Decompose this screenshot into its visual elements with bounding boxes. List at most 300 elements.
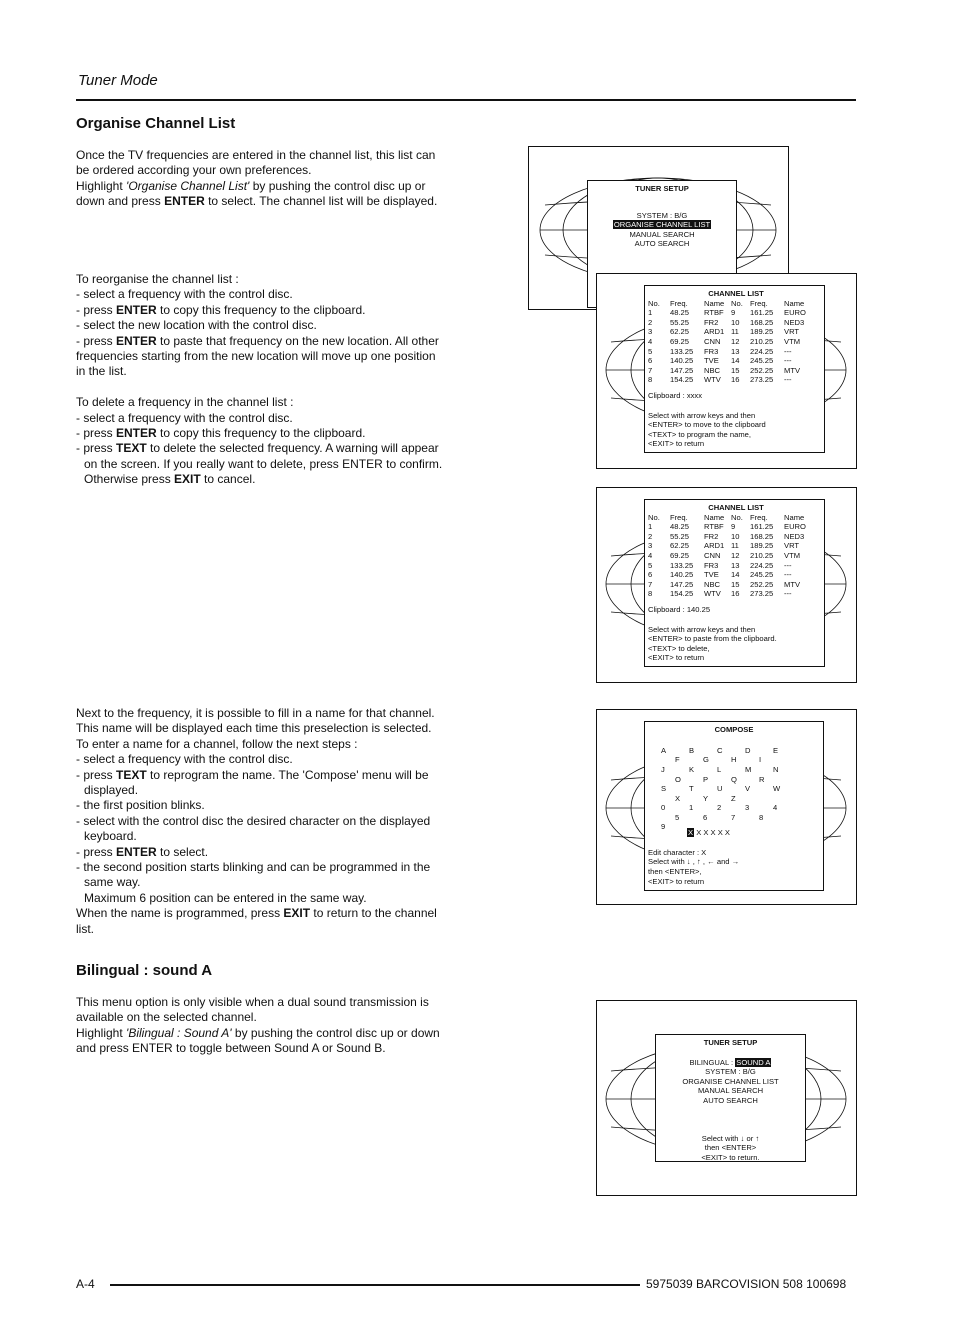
- key: ENTER: [116, 333, 157, 348]
- table-cell: ARD1: [704, 541, 725, 551]
- keyboard-key[interactable]: M: [745, 765, 752, 774]
- table-cell: VRT: [784, 327, 800, 337]
- table-row[interactable]: [648, 589, 824, 599]
- table-cell: 4: [648, 336, 653, 346]
- table-cell: 168.25: [750, 531, 774, 541]
- table-row[interactable]: [648, 551, 824, 561]
- key: TEXT: [116, 441, 147, 456]
- table-cell: 147.25: [670, 365, 694, 375]
- text-line: in the list.: [76, 364, 127, 379]
- table-row[interactable]: [648, 318, 824, 328]
- table-cell: 252.25: [750, 579, 774, 589]
- keyboard-key[interactable]: W: [773, 784, 781, 793]
- menu-title: TUNER SETUP: [703, 1038, 758, 1047]
- document-id: 5975039 BARCOVISION 508 100698: [646, 1277, 847, 1291]
- col-header: Freq.: [670, 512, 688, 522]
- table-cell: 55.25: [670, 531, 690, 541]
- keyboard-key[interactable]: O: [675, 775, 681, 784]
- key: EXIT: [174, 472, 201, 487]
- table-cell: EURO: [784, 308, 806, 318]
- text-line: [76, 334, 456, 349]
- table-row[interactable]: [648, 366, 824, 376]
- table-cell: 154.25: [670, 589, 694, 599]
- key: EXIT: [283, 906, 311, 921]
- table-cell: 11: [731, 327, 739, 337]
- col-header: No.: [731, 512, 743, 522]
- name-cursor: X: [688, 828, 694, 837]
- table-cell: FR2: [704, 317, 719, 327]
- menu-item-system[interactable]: SYSTEM : B/G: [636, 210, 688, 220]
- keyboard-key[interactable]: L: [717, 765, 722, 774]
- menu-title: CHANNEL LIST: [708, 289, 764, 298]
- text: to copy this frequency to the clipboard.: [156, 426, 366, 441]
- help-line: <EXIT> to return: [648, 439, 705, 449]
- table-cell: 8: [648, 375, 653, 385]
- text-line: [76, 845, 456, 860]
- text: to cancel.: [200, 472, 256, 487]
- table-cell: NED3: [784, 317, 805, 327]
- table-cell: 147.25: [670, 579, 694, 589]
- text: Otherwise press: [84, 472, 175, 487]
- keyboard-key[interactable]: 9: [661, 822, 666, 831]
- text: to reprogram the name. The 'Compose' menu will be: [146, 767, 429, 782]
- help-line: Select with arrow keys and then: [648, 624, 756, 634]
- col-header: Freq.: [670, 298, 688, 308]
- table-cell: 154.25: [670, 375, 694, 385]
- edit-character-label: Edit character : X: [648, 848, 707, 857]
- header-rule: [76, 99, 856, 101]
- table-cell: MTV: [784, 579, 801, 589]
- table-cell: 13: [731, 560, 740, 570]
- keyboard-key[interactable]: Z: [731, 794, 736, 803]
- table-row[interactable]: [648, 327, 824, 337]
- table-cell: NBC: [704, 365, 721, 375]
- text-line: available on the selected channel.: [76, 1010, 257, 1025]
- compose-instructions: [76, 706, 456, 937]
- help-line: <TEXT> to delete,: [648, 643, 710, 653]
- col-header: No.: [648, 298, 660, 308]
- col-header: No.: [648, 512, 660, 522]
- exit-to-return: <EXIT> to return: [648, 877, 705, 886]
- text: to paste that frequency on the new location. All other: [156, 333, 439, 348]
- text: down and press: [76, 194, 165, 209]
- col-header: Freq.: [750, 512, 768, 522]
- keyboard-key[interactable]: Y: [703, 794, 709, 803]
- table-cell: 1: [648, 522, 653, 532]
- text-line: list.: [76, 921, 94, 936]
- table-cell: CNN: [704, 550, 721, 560]
- bilingual-instructions: [76, 995, 456, 1057]
- table-cell: FR3: [704, 346, 719, 356]
- keyboard-key[interactable]: 2: [717, 803, 722, 812]
- table-cell: 16: [731, 589, 740, 599]
- table-cell: 168.25: [750, 317, 774, 327]
- table-cell: 2: [648, 317, 653, 327]
- text-line: - the first position blinks.: [76, 798, 205, 813]
- table-cell: FR3: [704, 560, 719, 570]
- text-line: Maximum 6 position can be entered in the same way.: [84, 890, 367, 905]
- text-line: - select a frequency with the control disc.: [76, 410, 293, 425]
- table-cell: 161.25: [750, 308, 774, 318]
- keyboard-key[interactable]: 0: [661, 803, 666, 812]
- text-line: - select a frequency with the control disc.: [76, 752, 293, 767]
- text-line: and press ENTER to toggle between Sound A or Sound B.: [76, 1041, 386, 1056]
- arrow-down-icon: ↓: [740, 1133, 745, 1143]
- keyboard-key[interactable]: F: [675, 755, 680, 764]
- table-cell: 140.25: [670, 570, 694, 580]
- table-cell: 3: [648, 541, 653, 551]
- text: to return to the channel: [310, 906, 437, 921]
- text: by pushing the control disc up or: [249, 178, 426, 193]
- text-line: [76, 179, 456, 194]
- tv-screen-tuner-setup-bilingual: [596, 1000, 857, 1196]
- text: to select.: [156, 844, 209, 859]
- table-cell: 69.25: [670, 336, 690, 346]
- table-cell: 2: [648, 531, 653, 541]
- table-row[interactable]: [648, 375, 824, 385]
- menu-item-label: BILINGUAL :: [689, 1057, 734, 1067]
- arrow-left-icon: ←: [707, 857, 715, 866]
- keyboard-key[interactable]: G: [703, 755, 709, 764]
- table-cell: 55.25: [670, 317, 690, 327]
- keyboard-key[interactable]: 4: [773, 803, 778, 812]
- text-line: To enter a name for a channel, follow the next steps :: [76, 736, 358, 751]
- table-cell: 12: [731, 550, 740, 560]
- organise-intro: [76, 148, 456, 210]
- table-row[interactable]: [648, 580, 824, 590]
- channel-list-menu-2: [644, 499, 825, 667]
- text: - press: [76, 767, 117, 782]
- table-cell: 210.25: [750, 336, 774, 346]
- name-rest: X X X X X: [696, 828, 730, 837]
- table-cell: 69.25: [670, 550, 690, 560]
- then-enter: then <ENTER>,: [648, 867, 702, 876]
- text-line: To delete a frequency in the channel list :: [76, 395, 294, 410]
- help-line: <ENTER> to move to the clipboard: [648, 420, 766, 430]
- table-cell: 5: [648, 560, 653, 570]
- tv-screen-channel-list-move: [596, 273, 857, 469]
- tuner-setup-menu-bilingual: [655, 1034, 806, 1162]
- menu-item-manual[interactable]: MANUAL SEARCH: [629, 229, 695, 239]
- table-cell: 140.25: [670, 356, 694, 366]
- text-line: keyboard.: [84, 829, 137, 844]
- table-row[interactable]: [648, 570, 824, 580]
- table-cell: ---: [784, 356, 792, 366]
- text-line: [76, 194, 456, 209]
- table-row[interactable]: [648, 541, 824, 551]
- channel-rows: [648, 522, 824, 599]
- keyboard-key[interactable]: E: [773, 746, 779, 755]
- text-line: - the second position starts blinking and can be programmed in the: [76, 860, 431, 875]
- table-cell: 3: [648, 327, 653, 337]
- text: to delete the selected frequency. A warning will appear: [146, 441, 439, 456]
- menu-item-system[interactable]: SYSTEM : B/G: [705, 1067, 756, 1077]
- table-cell: 9: [731, 308, 736, 318]
- text: Select with: [648, 857, 685, 866]
- table-cell: MTV: [784, 365, 801, 375]
- menu-item-organise[interactable]: ORGANISE CHANNEL LIST: [682, 1076, 779, 1086]
- table-cell: 5: [648, 346, 653, 356]
- text-line: [76, 1026, 456, 1041]
- table-cell: TVE: [704, 570, 719, 580]
- text: - press: [76, 426, 117, 441]
- menu-item-organise[interactable]: [588, 220, 736, 230]
- table-cell: VTM: [784, 336, 801, 346]
- table-cell: 12: [731, 336, 740, 346]
- table-cell: ---: [784, 375, 792, 385]
- keyboard-key[interactable]: V: [745, 784, 751, 793]
- help-line: <ENTER> to paste from the clipboard.: [648, 634, 777, 644]
- table-cell: ---: [784, 589, 792, 599]
- key: ENTER: [116, 844, 157, 859]
- text-line: [76, 768, 456, 783]
- keyboard-key[interactable]: C: [717, 746, 723, 755]
- text: Select with: [701, 1133, 739, 1143]
- col-header: Freq.: [750, 298, 768, 308]
- keyboard-key[interactable]: Q: [731, 775, 737, 784]
- text: - press: [76, 302, 117, 317]
- table-cell: 8: [648, 589, 653, 599]
- table-cell: 14: [731, 356, 740, 366]
- table-row[interactable]: [648, 561, 824, 571]
- col-header: Name: [704, 298, 725, 308]
- text-line: [76, 906, 456, 921]
- emph: 'Bilingual : Sound A': [126, 1025, 232, 1040]
- keyboard-key[interactable]: 5: [675, 813, 680, 822]
- help-line: <TEXT> to program the name,: [648, 429, 751, 439]
- key: TEXT: [116, 767, 147, 782]
- table-cell: 14: [731, 570, 740, 580]
- arrow-up-icon: ↑: [697, 857, 701, 866]
- text: - press: [76, 844, 117, 859]
- arrow-down-icon: ↓: [686, 857, 691, 866]
- table-cell: 9: [731, 522, 736, 532]
- tv-screen-channel-list-paste: [596, 487, 857, 683]
- menu-title: COMPOSE: [714, 725, 754, 734]
- col-header: No.: [731, 298, 743, 308]
- channel-list-menu-1: [644, 285, 825, 453]
- table-cell: 6: [648, 356, 653, 366]
- text-line: - select a frequency with the control disc.: [76, 287, 293, 302]
- table-cell: 10: [731, 531, 740, 541]
- table-cell: 48.25: [670, 308, 690, 318]
- text: - press: [76, 441, 117, 456]
- table-cell: 189.25: [750, 327, 774, 337]
- table-cell: 273.25: [750, 589, 774, 599]
- emph: 'Organise Channel List': [126, 178, 250, 193]
- menu-item-label: ORGANISE CHANNEL LIST: [613, 220, 711, 230]
- help-line: Select with arrow keys and then: [648, 410, 756, 420]
- keyboard-key[interactable]: U: [717, 784, 723, 793]
- keyboard-key[interactable]: T: [689, 784, 694, 793]
- text-line: This name will be displayed each time this preselection is selected.: [76, 721, 432, 736]
- keyboard-key[interactable]: K: [689, 765, 695, 774]
- table-cell: WTV: [704, 375, 721, 385]
- text-line: displayed.: [84, 783, 139, 798]
- table-cell: NED3: [784, 531, 805, 541]
- table-cell: 48.25: [670, 522, 690, 532]
- table-row[interactable]: [648, 356, 824, 366]
- text: Highlight: [76, 178, 127, 193]
- compose-menu: [644, 721, 824, 891]
- keyboard-key[interactable]: 7: [731, 813, 736, 822]
- table-row[interactable]: [648, 337, 824, 347]
- arrow-right-icon: →: [731, 857, 740, 866]
- keyboard-key[interactable]: D: [745, 746, 751, 755]
- table-cell: 16: [731, 375, 740, 385]
- table-cell: NBC: [704, 579, 721, 589]
- menu-title: TUNER SETUP: [635, 184, 689, 193]
- table-cell: 273.25: [750, 375, 774, 385]
- keyboard-key[interactable]: R: [759, 775, 765, 784]
- text: - press: [76, 333, 117, 348]
- text-line: - select with the control disc the desired character on the displayed: [76, 813, 431, 828]
- table-cell: 210.25: [750, 550, 774, 560]
- then-enter: then <ENTER>: [704, 1143, 757, 1153]
- text-line: This menu option is only visible when a dual sound transmission is: [76, 995, 429, 1009]
- table-cell: 7: [648, 365, 653, 375]
- keyboard-key[interactable]: I: [759, 755, 762, 764]
- help-text: [648, 625, 824, 663]
- text: to copy this frequency to the clipboard.: [156, 302, 366, 317]
- table-cell: ---: [784, 570, 792, 580]
- text-line: To reorganise the channel list :: [76, 272, 239, 286]
- table-cell: 62.25: [670, 327, 690, 337]
- table-cell: 13: [731, 346, 740, 356]
- table-cell: 252.25: [750, 365, 774, 375]
- text-line: Once the TV frequencies are entered in the channel list, this list can: [76, 148, 436, 162]
- text-line: [76, 303, 456, 318]
- table-cell: 1: [648, 308, 653, 318]
- text-line: [76, 441, 456, 456]
- table-cell: 161.25: [750, 522, 774, 532]
- arrow-up-icon: ↑: [755, 1133, 760, 1143]
- table-row[interactable]: [648, 347, 824, 357]
- keyboard-key[interactable]: B: [689, 746, 695, 755]
- running-header: Tuner Mode: [78, 72, 158, 89]
- table-cell: 11: [731, 541, 739, 551]
- keyboard-key[interactable]: 6: [703, 813, 708, 822]
- section-title-bilingual: Bilingual : sound A: [76, 962, 213, 979]
- text: Highlight: [76, 1025, 127, 1040]
- table-cell: 62.25: [670, 541, 690, 551]
- spacer: [76, 380, 456, 395]
- table-cell: 4: [648, 550, 653, 560]
- table-cell: VTM: [784, 550, 801, 560]
- table-header: [648, 299, 824, 309]
- select-with-line: Select with ↓ , ↑ , ← and →: [648, 857, 740, 866]
- table-cell: 224.25: [750, 346, 774, 356]
- table-cell: WTV: [704, 589, 721, 599]
- text-line: - select the new location with the control disc.: [76, 318, 317, 333]
- text: to select. The channel list will be displayed.: [204, 194, 438, 209]
- table-cell: 245.25: [750, 356, 774, 366]
- table-cell: 15: [731, 365, 740, 375]
- clipboard-status: Clipboard : xxxx: [648, 390, 703, 400]
- table-cell: RTBF: [704, 522, 724, 532]
- tv-screen-compose: [596, 709, 857, 905]
- table-cell: 133.25: [670, 560, 694, 570]
- channel-rows: [648, 308, 824, 385]
- text-line: [76, 472, 456, 487]
- keyboard-key[interactable]: P: [703, 775, 709, 784]
- table-cell: TVE: [704, 356, 719, 366]
- keyboard-key[interactable]: A: [661, 746, 667, 755]
- table-header: [648, 513, 824, 523]
- exit-to-return: <EXIT> to return.: [701, 1152, 760, 1162]
- keyboard-key[interactable]: X: [675, 794, 681, 803]
- text-line: Next to the frequency, it is possible to fill in a name for that channel.: [76, 706, 435, 720]
- menu-item-auto[interactable]: AUTO SEARCH: [634, 239, 690, 249]
- col-header: Name: [784, 298, 805, 308]
- table-cell: EURO: [784, 522, 806, 532]
- keyboard-key[interactable]: 1: [689, 803, 694, 812]
- text-line: frequencies starting from the new location will move up one position: [76, 349, 436, 364]
- text-line: be ordered according your own preferences.: [76, 163, 312, 178]
- table-cell: 133.25: [670, 346, 694, 356]
- table-cell: FR2: [704, 531, 719, 541]
- text: When the name is programmed, press: [76, 906, 284, 921]
- table-cell: 6: [648, 570, 653, 580]
- key: ENTER: [116, 426, 157, 441]
- table-cell: ARD1: [704, 327, 725, 337]
- name-field[interactable]: [687, 828, 730, 838]
- table-cell: 7: [648, 579, 653, 589]
- help-text: [648, 411, 824, 449]
- section-title-organise: Organise Channel List: [76, 115, 236, 132]
- page-number: A-4: [76, 1277, 95, 1291]
- menu-item-auto[interactable]: AUTO SEARCH: [703, 1095, 758, 1105]
- footer-rule: [110, 1284, 640, 1286]
- table-cell: ---: [784, 346, 792, 356]
- table-row[interactable]: [648, 532, 824, 542]
- menu-item-manual[interactable]: MANUAL SEARCH: [697, 1086, 764, 1096]
- select-with-line: [656, 1134, 805, 1144]
- table-cell: 15: [731, 579, 740, 589]
- reorganise-instructions: [76, 272, 456, 488]
- col-header: Name: [784, 512, 805, 522]
- text-line: on the screen. If you really want to delete, press ENTER to confirm.: [84, 456, 443, 471]
- table-cell: RTBF: [704, 308, 724, 318]
- key: ENTER: [116, 302, 157, 317]
- table-cell: VRT: [784, 541, 800, 551]
- table-cell: 245.25: [750, 570, 774, 580]
- keyboard-key[interactable]: H: [731, 755, 737, 764]
- bilingual-value: SOUND A: [736, 1057, 771, 1067]
- keyboard-key[interactable]: N: [773, 765, 779, 774]
- clipboard-status: Clipboard : 140.25: [648, 604, 711, 614]
- keyboard-key[interactable]: J: [661, 765, 665, 774]
- key: ENTER: [164, 194, 205, 209]
- text: or: [746, 1133, 754, 1143]
- menu-item-bilingual[interactable]: [656, 1058, 805, 1068]
- table-cell: CNN: [704, 336, 721, 346]
- table-cell: 189.25: [750, 541, 774, 551]
- table-row[interactable]: [648, 308, 824, 318]
- table-cell: 10: [731, 317, 740, 327]
- col-header: Name: [704, 512, 725, 522]
- table-cell: 224.25: [750, 560, 774, 570]
- table-row[interactable]: [648, 522, 824, 532]
- text: and: [716, 857, 730, 866]
- keyboard-key[interactable]: 8: [759, 813, 764, 822]
- table-cell: ---: [784, 560, 792, 570]
- keyboard-key[interactable]: S: [661, 784, 667, 793]
- help-line: <EXIT> to return: [648, 653, 705, 663]
- keyboard-key[interactable]: 3: [745, 803, 750, 812]
- text-line: [76, 426, 456, 441]
- text-line: same way.: [84, 875, 141, 890]
